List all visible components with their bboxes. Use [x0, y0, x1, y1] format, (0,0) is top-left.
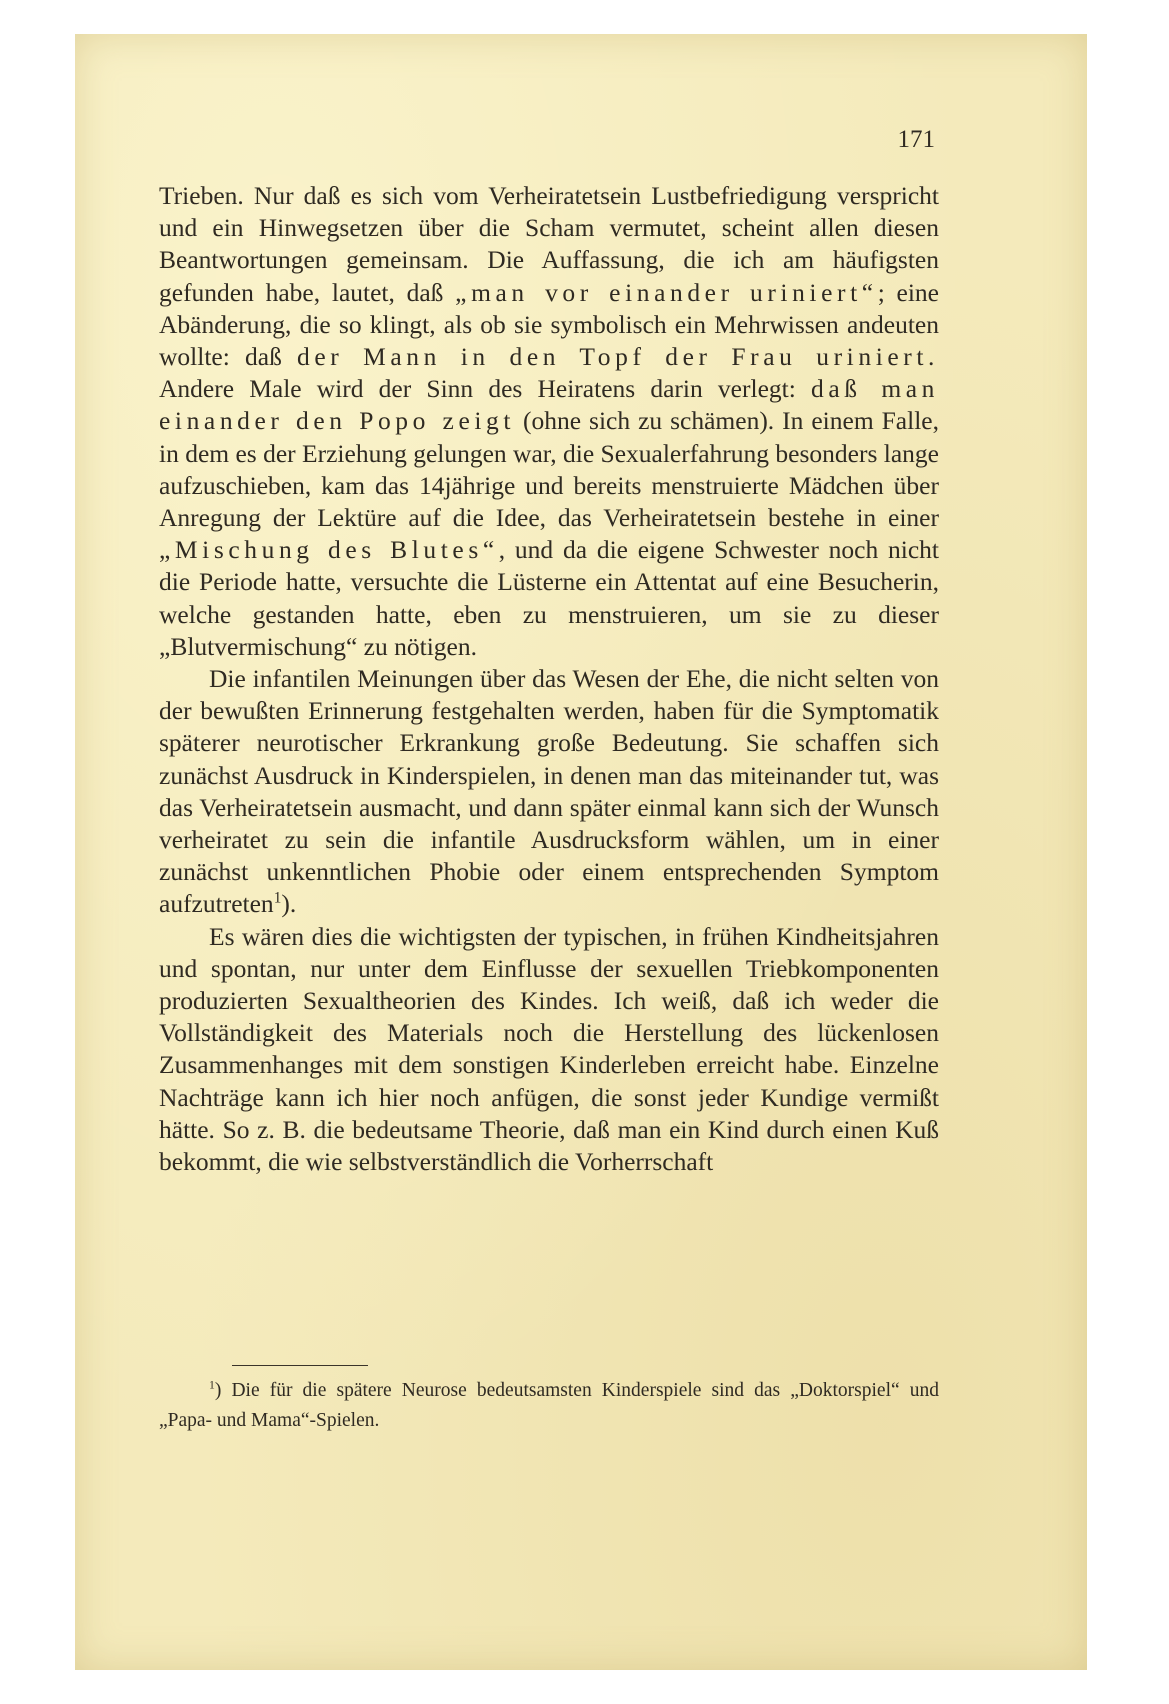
text-span: ). — [281, 889, 297, 919]
text-span: Trieben. Nur daß es sich vom Verheiratetsein Lustbefriedigung verspricht und ein Hinwegsetzen über die Scham vermutet, scheint allen diesen Beantwortungen gemeinsam. Die Auffassung, die ich am häufigsten gefunden habe, lautet, daß — [159, 181, 939, 307]
body-text — [159, 180, 939, 1178]
page-number: 171 — [897, 126, 935, 153]
text-span: , und da die eigene Schwester noch nicht die Periode hatte, versuchte die Lüsterne ein Attentat auf eine Besucherin, welche gestanden hatte, eben zu menstruieren, um sie zu dieser „Blutvermischung“ zu nötigen. — [159, 535, 940, 661]
footnote-reference[interactable]: 1 — [273, 889, 282, 907]
text-span: Es wären dies die wichtigsten der typischen, in frühen Kindheitsjahren und spontan, nur unter dem Einflusse der sexuellen Triebkomponenten produzierten Sexualtheorien des Kindes. Ich weiß, daß ich weder die Vollständigkeit des Materials noch die Herstellung des lückenlosen Zusammenhanges mit dem sonstigen Kinderleben erreicht habe. Einzelne Nachträge kann ich hier noch anfügen, die sonst jeder Kundige vermißt hätte. So z. B. die bedeutsame Theorie, daß man ein Kind durch einen Kuß bekommt, die wie selbstverständlich die Vorherrschaft — [159, 921, 939, 1177]
footnote — [159, 1376, 939, 1436]
footnote-divider — [232, 1365, 368, 1366]
book-page — [75, 34, 1087, 1670]
paragraph — [159, 663, 939, 921]
spaced-emphasis: daß man einander den Popo zeigt — [159, 374, 940, 436]
text-span: Andere Male wird der Sinn des Heiratens darin verlegt: — [159, 374, 811, 404]
text-span: Die infantilen Meinungen über das Wesen der Ehe, die nicht selten von der bewußten Erinnerung festgehalten werden, haben für die Symptomatik späterer neurotischer Erkrankung große Bedeutung. Sie schaffen sich zunächst Ausdruck in Kinderspielen, in denen man das miteinander tut, was das Verheiratetsein ausmacht, und dann später einmal kann sich der Wunsch verheiratet zu sein die infantile Ausdrucksform wählen, um in einer zunächst unkenntlichen Phobie oder einem entsprechenden Symptom aufzutreten — [159, 664, 939, 919]
spaced-emphasis: „Mischung des Blutes“ — [159, 535, 499, 565]
footnote-text: ) Die für die spätere Neurose bedeutsamsten Kinderspiele sind das „Doktorspiel“ und „Papa- und Mama“-Spielen. — [159, 1380, 939, 1431]
paragraph — [159, 180, 939, 663]
text-span: (ohne sich zu schämen). In einem Falle, in dem es der Erziehung gelungen war, die Sexualerfahrung besonders lange aufzuschieben, kam das 14jährige und bereits menstruierte Mädchen über Anregung der Lektüre auf die Idee, das Verheiratetsein bestehe in einer — [159, 406, 939, 533]
spaced-emphasis: „man vor einander uriniert“ — [455, 277, 878, 307]
paragraph — [159, 921, 939, 1179]
text-span: ; eine Abänderung, die so klingt, als ob sie symbolisch ein Mehrwissen andeuten wollte: daß — [159, 277, 939, 372]
footnote-marker: 1 — [209, 1378, 215, 1392]
spaced-emphasis: der Mann in den Topf der Frau uriniert. — [297, 342, 940, 372]
